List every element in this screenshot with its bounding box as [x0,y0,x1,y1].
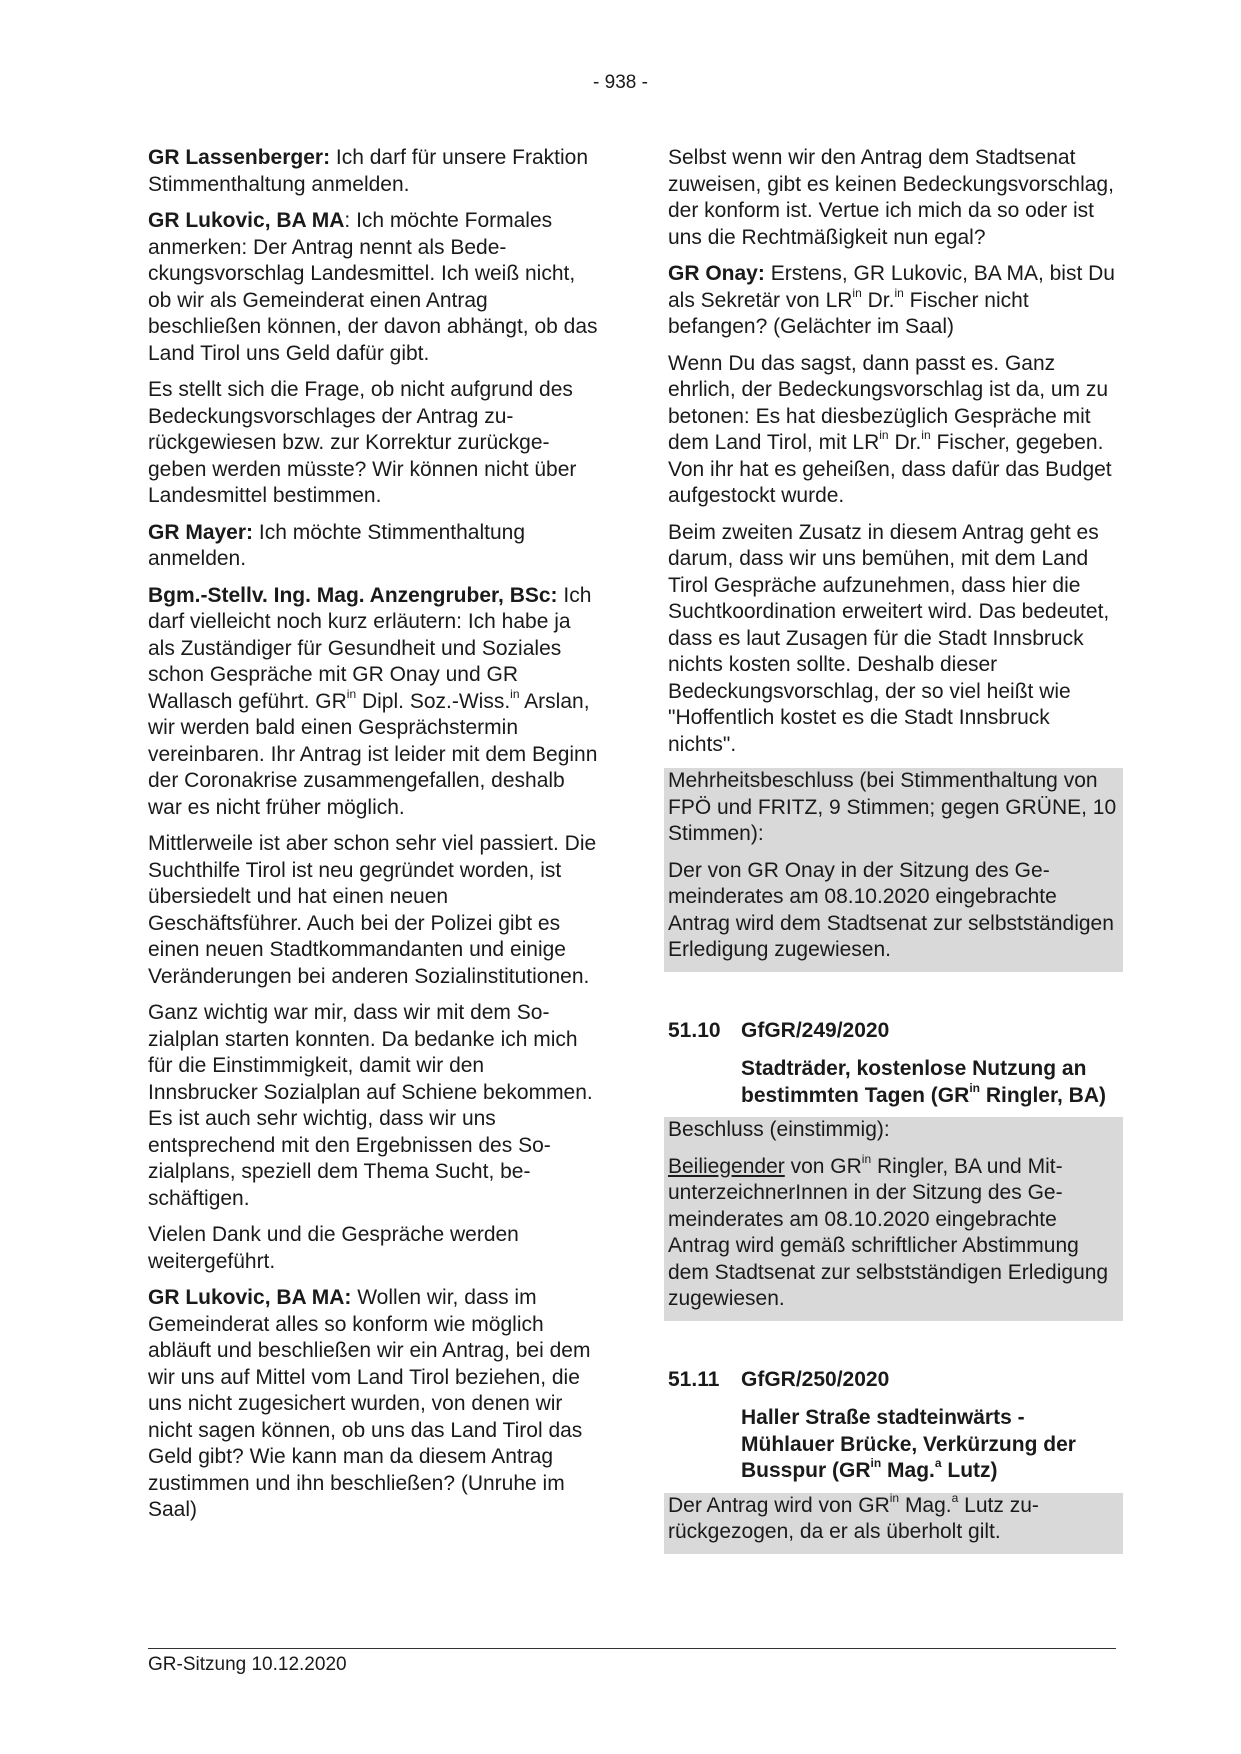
speaker-name: GR Onay: [668,262,765,285]
speech-text: Fischer, gegeben. Von ihr hat es geheißen, dass dafür das Budget aufgestockt wurde. [668,431,1112,507]
paragraph: Es stellt sich die Frage, ob nicht aufgrund des Bedeckungsvorschlages der Antrag zurückgewiesen bzw. zur Korrektur zurückgegeben werden müsste? Wir können nicht über Landesmittel bestimmen. [148,378,577,507]
paragraph [148,583,599,822]
superscript: in [879,428,889,442]
speech-text: : Ich möchte Formales anmerken: Der Antrag nennt als Bedeckungsvorschlag Landesmittel. Ich weiß nicht, ob wir als Gemeinderat einen Antrag beschließen können, der davon abhängt, ob das Land Tirol uns Geld dafür gibt. [148,209,598,365]
title-text: Lutz) [941,1459,998,1482]
decision-text: Der von GR Onay in der Sitzung des Gemeinderates am 08.10.2020 eingebrachte Antrag wird dem Stadtsenat zur selbstständigen Erledigung zugewiesen. [668,858,1114,961]
superscript: in [852,285,862,300]
agenda-item-number: 51.10 [668,1018,721,1042]
paragraph: Ganz wichtig war mir, dass wir mit dem Sozialplan starten konnten. Da bedanke ich mich für die Einstimmigkeit, damit wir den Innsbrucker Sozialplan auf Schiene bekommen. Es ist auch sehr wichtig, dass wir uns entsprechend mit den Ergebnissen des Sozialplans, speziell dem Thema Sucht, beschäftigen. [148,1001,593,1210]
paragraph: Vielen Dank und die Gespräche werden weitergeführt. [148,1223,519,1273]
superscript: in [894,285,904,300]
speaker-name: Bgm.-Stellv. Ing. Mag. Anzengruber, BSc: [148,583,558,607]
superscript: a [951,1490,959,1505]
speech-text: Ich möchte Stimmenthaltung anmelden. [148,520,525,570]
agenda-item-heading [668,1018,1119,1045]
footer-divider [148,1648,1116,1649]
speech-text: Ich darf für unsere Fraktion Stimmenthaltung anmelden. [148,146,589,196]
speaker-name: GR Mayer: [148,520,254,544]
superscript: in [889,1490,900,1505]
speech-text: Dr. [888,431,922,454]
superscript: in [510,686,520,701]
decision-box [664,1117,1123,1321]
speaker-name: GR Lukovic, BA MA [148,209,345,232]
speech-text: Ich darf vielleicht noch kurz erläutern: Ich habe ja als Zuständiger für Gesundheit und Soziales schon Gespräche mit GR Onay und GR Wallasch geführt. GR [148,583,592,713]
superscript: in [921,428,931,442]
decision-heading: Mehrheitsbeschluss (bei Stimmenthaltung von FPÖ und FRITZ, 9 Stimmen; gegen GRÜNE, 10 Stimmen): [668,769,1117,845]
speech-text: Dr. [861,288,895,312]
paragraph: Selbst wenn wir den Antrag dem Stadtsenat zuweisen, gibt es keinen Bedeckungsvorschlag, der konform ist. Vertue ich mich da so oder ist uns die Rechtmäßigkeit nun egal? [668,146,1114,249]
superscript: in [861,1151,872,1166]
speech-text: Wollen wir, dass im Gemeinderat alles so konform wie möglich abläuft und beschließen wir ein Antrag, bei dem wir uns auf Mittel vom Land Tirol beziehen, die uns nicht zugesichert wurden, von denen wir nicht sagen können, ob uns das Land Tirol das Geld gibt? Wie kann man da diesem Antrag zustimmen und ihn beschließen? (Unruhe im Saal) [148,1286,591,1521]
agenda-item-code: GfGR/250/2020 [741,1367,890,1391]
agenda-item-number: 51.11 [668,1367,720,1391]
paragraph: Beim zweiten Zusatz in diesem Antrag geht es darum, dass wir uns bemühen, mit dem Land Tirol Gespräche aufzunehmen, dass hier die Suchtkoordination erweitert wird. Das bedeutet, dass es laut Zusagen für die Stadt Innsbruck nichts kosten sollte. Deshalb dieser Bedeckungsvorschlag, der so viel heißt wie "Hoffentlich kostet es die Stadt Innsbruck nichts". [668,520,1110,756]
left-column [148,145,599,1534]
right-column [668,145,1119,1564]
paragraph [148,1285,599,1524]
underlined-text: Beiliegender [668,1154,785,1178]
paragraph [148,145,599,198]
superscript: in [969,1080,980,1095]
speech-text: Arslan, wir werden bald einen Gesprächstermin vereinbaren. Ihr Antrag ist leider mit dem Beginn der Coronakrise zusammengefallen, deshalb war es nicht früher möglich. [148,689,598,819]
paragraph: Mittlerweile ist aber schon sehr viel passiert. Die Suchthilfe Tirol ist neu gegründet worden, ist übersiedelt und hat einen neuen Geschäftsführer. Auch bei der Polizei gibt es einen neuen Stadtkommandanten und einige Veränderungen bei anderen Sozialinstitutionen. [148,832,597,988]
decision-text [668,1490,1119,1546]
decision-text-part: Mag. [899,1493,952,1517]
title-text: Ringler, BA) [979,1083,1106,1107]
paragraph [148,520,599,573]
superscript: a [934,1456,942,1470]
decision-text-part: Ringler, BA und MitunterzeichnerInnen in der Sitzung des Gemeinderates am 08.10.2020 eingebrachte Antrag wird gemäß schriftlicher Abstimmung dem Stadtsenat zur selbstständigen Erledigung zugewiesen. [668,1154,1109,1310]
decision-text [668,1151,1119,1313]
decision-text-part: von GR [784,1154,862,1178]
speech-text: Fischer nicht befangen? (Gelächter im Saal) [668,288,1029,338]
paragraph [668,261,1119,341]
decision-box [664,768,1123,972]
speech-text: Wenn Du das sagst, dann passt es. Ganz ehrlich, der Bedeckungsvorschlag ist da, um zu betonen: Es hat diesbezüglich Gespräche mit dem Land Tirol, mit LR [668,351,1109,454]
speech-text: Dipl. Soz.-Wiss. [356,689,511,713]
footer-text: GR-Sitzung 10.12.2020 [148,1654,347,1675]
superscript: in [346,686,357,701]
title-text: Mag. [881,1459,935,1482]
speaker-name: GR Lukovic, BA MA: [148,1286,352,1309]
agenda-item-heading [668,1367,1119,1394]
decision-box [664,1490,1123,1554]
title-text: Stadträder, kostenlose Nutzung an bestimmten Tagen (GR [741,1057,1087,1107]
title-text: Haller Straße stadteinwärts - Mühlauer Brücke, Verkürzung der Busspur (GR [741,1406,1076,1482]
paragraph [148,208,599,367]
decision-heading: Beschluss (einstimmig): [668,1118,890,1141]
superscript: in [870,1456,882,1470]
page-number: - 938 - [593,72,648,93]
speaker-name: GR Lassenberger: [148,146,331,169]
speech-text: Erstens, GR Lukovic, BA MA, bist Du als Sekretär von LR [668,262,1115,312]
agenda-item-title [741,1056,1119,1109]
paragraph [668,351,1119,510]
decision-text-part: Lutz zurückgezogen, da er als überholt gilt. [668,1493,1039,1543]
agenda-item-code: GfGR/249/2020 [741,1018,890,1042]
decision-text-part: Der Antrag wird von GR [668,1493,890,1517]
agenda-item-title [741,1405,1119,1485]
